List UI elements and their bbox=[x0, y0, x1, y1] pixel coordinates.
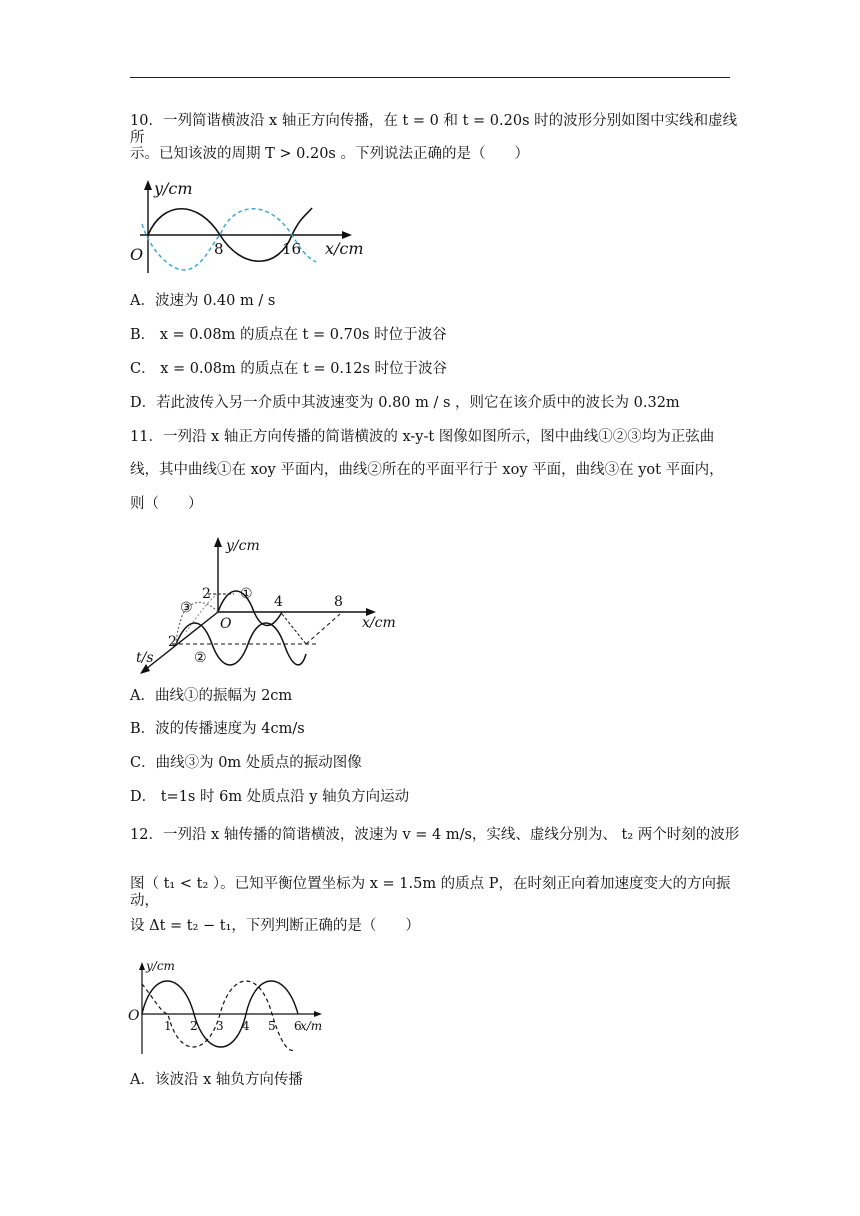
q10-x-label: x/cm bbox=[325, 239, 364, 258]
q12-tick-3: 3 bbox=[216, 1019, 224, 1033]
q11-option-c[interactable]: C．曲线③为 0m 处质点的振动图像 bbox=[130, 755, 362, 771]
q11-tick-y2: 2 bbox=[202, 586, 211, 602]
q10-option-b[interactable]: B． x = 0.08m 的质点在 t = 0.70s 时位于波谷 bbox=[130, 327, 447, 343]
q12-tick-2: 2 bbox=[190, 1019, 198, 1033]
q11-tick-4: 4 bbox=[274, 594, 283, 610]
q10-line-2: 示。已知该波的周期 T > 0.20s 。下列说法正确的是（ ） bbox=[130, 146, 529, 162]
q10-origin: O bbox=[130, 245, 144, 264]
q11-curve-3-label: ③ bbox=[180, 600, 193, 616]
q11-tick-t2: 2 bbox=[168, 634, 177, 650]
q10-line-1: 10．一列简谐横波沿 x 轴正方向传播，在 t = 0 和 t = 0.20s 时的波形分别如图中实线和虚线所 bbox=[130, 113, 738, 147]
q12-option-a[interactable]: A．该波沿 x 轴负方向传播 bbox=[130, 1072, 303, 1088]
q11-line-3: 则（ ） bbox=[130, 496, 203, 512]
q12-tick-6: 6 bbox=[294, 1019, 302, 1033]
q11-xyt-figure bbox=[136, 534, 416, 684]
q10-option-c[interactable]: C． x = 0.08m 的质点在 t = 0.12s 时位于波谷 bbox=[130, 361, 448, 377]
q12-wave-figure bbox=[128, 958, 328, 1058]
q11-line-1: 11．一列沿 x 轴正方向传播的简谐横波的 x-y-t 图像如图所示，图中曲线①②③均为正弦曲 bbox=[130, 429, 715, 445]
q12-origin: O bbox=[128, 1008, 140, 1024]
q10-y-label: y/cm bbox=[154, 179, 193, 198]
q10-wave-figure bbox=[130, 178, 370, 278]
q10-option-d[interactable]: D．若此波传入另一介质中其波速变为 0.80 m / s ，则它在该介质中的波长为 0.32m bbox=[130, 395, 680, 411]
q12-x-label: x/m bbox=[300, 1019, 323, 1033]
q11-curve-1-label: ① bbox=[240, 586, 253, 602]
q12-dashed-wave bbox=[142, 981, 294, 1050]
q12-tick-1: 1 bbox=[164, 1019, 172, 1033]
q12-line-3: 设 Δt = t₂ − t₁，下列判断正确的是（ ） bbox=[130, 918, 420, 934]
q11-option-b[interactable]: B．波的传播速度为 4cm/s bbox=[130, 721, 305, 737]
q12-tick-5: 5 bbox=[268, 1019, 276, 1033]
q10-option-a[interactable]: A．波速为 0.40 m / s bbox=[130, 293, 276, 309]
q11-option-a[interactable]: A．曲线①的振幅为 2cm bbox=[130, 688, 293, 704]
q11-origin: O bbox=[220, 616, 232, 632]
q11-tick-8: 8 bbox=[334, 594, 343, 610]
q11-curve-2-label: ② bbox=[194, 650, 207, 666]
q11-x-label: x/cm bbox=[362, 615, 396, 631]
q11-line-2: 线，其中曲线①在 xoy 平面内，曲线②所在的平面平行于 xoy 平面，曲线③在 yot 平面内， bbox=[130, 462, 724, 478]
q11-y-label: y/cm bbox=[226, 538, 260, 554]
q10-tick-8: 8 bbox=[214, 240, 224, 258]
top-rule bbox=[130, 77, 730, 78]
q12-line-1: 12．一列沿 x 轴传播的简谐横波，波速为 v = 4 m/s，实线、虚线分别为、 t₂ 两个时刻的波形 bbox=[130, 827, 740, 843]
q12-line-2: 图（ t₁ < t₂ ）。已知平衡位置坐标为 x = 1.5m 的质点 P，在时刻正向着加速度变大的方向振动， bbox=[130, 876, 731, 910]
q12-y-label: y/cm bbox=[146, 959, 175, 973]
q12-tick-4: 4 bbox=[242, 1019, 250, 1033]
q10-tick-16: 16 bbox=[282, 240, 302, 258]
q11-option-d[interactable]: D． t=1s 时 6m 处质点沿 y 轴负方向运动 bbox=[130, 789, 410, 805]
q11-t-label: t/s bbox=[136, 650, 154, 666]
